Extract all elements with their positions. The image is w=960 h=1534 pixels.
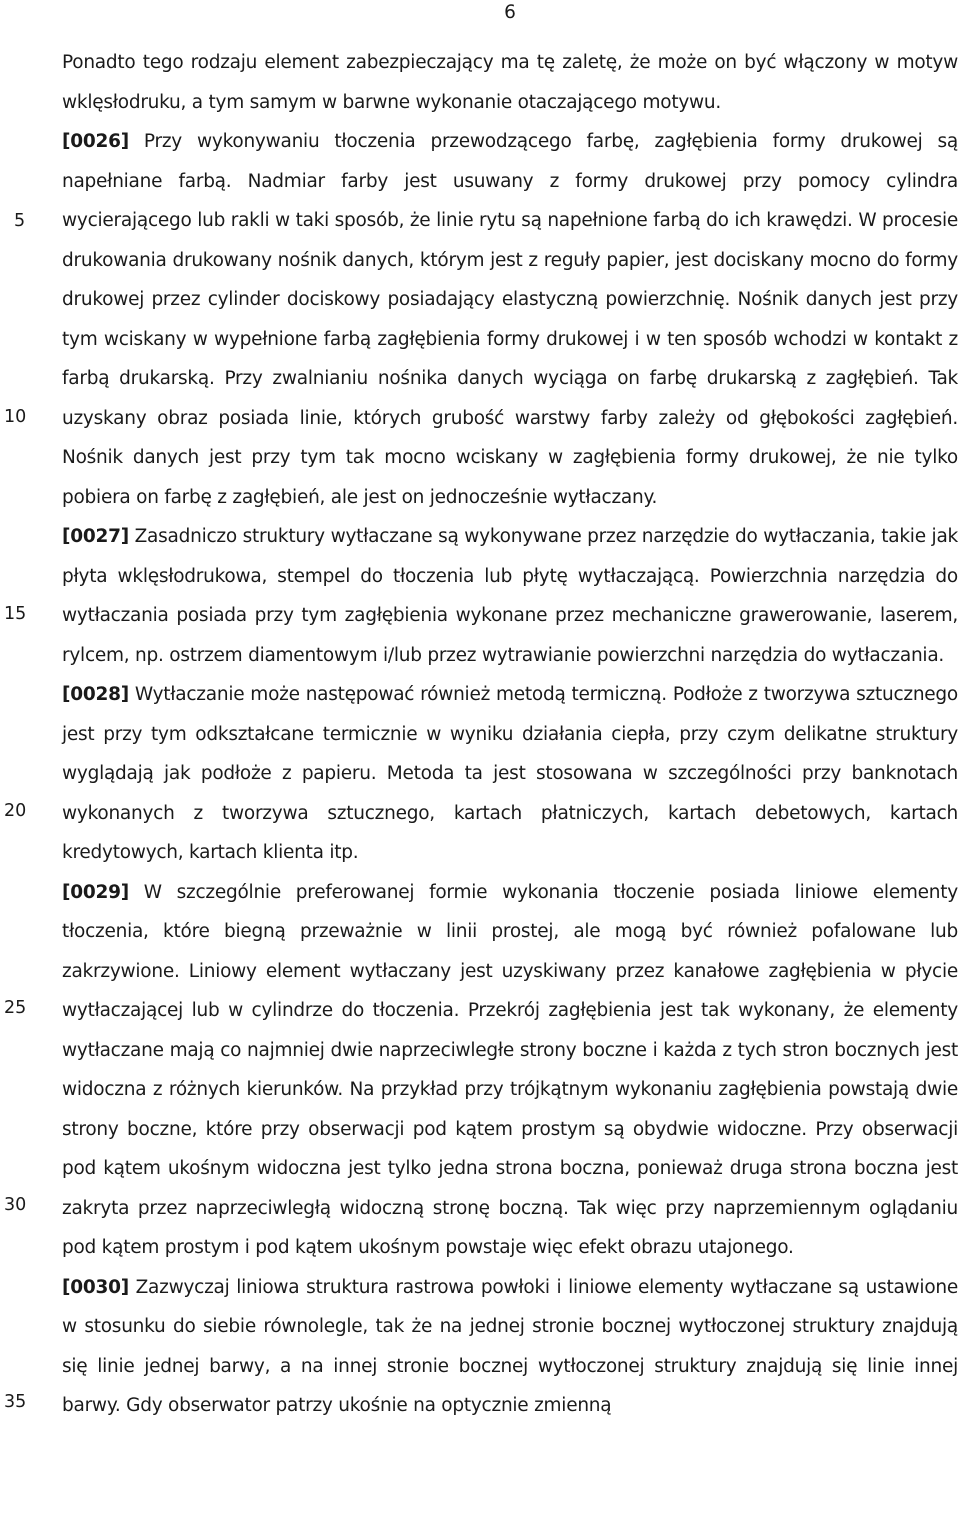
paragraph-text: Zasadniczo struktury wytłaczane są wykonywane przez narzędzie do wytłaczania, takie jak płyta wklęsłodrukowa, stempel do tłoczenia lub płytę wytłaczającą. Powierzchnia narzędzia do wytłaczania posiada przy tym zagłębienia wykonane przez mechaniczne grawerowanie, laserem, rylcem, np. ostrzem diamentowym i/lub przez wytrawianie powierzchni narzędzia do wytłaczania. [62, 526, 958, 666]
paragraph-number: [0030] [62, 1276, 129, 1298]
paragraph-number: [0029] [62, 881, 129, 903]
paragraph-number: [0028] [62, 684, 129, 705]
paragraph-text: Przy wykonywaniu tłoczenia przewodzącego farbę, zagłębienia formy drukowej są napełniane farbą. Nadmiar farby jest usuwany z formy drukowej przy pomocy cylindra wycierającego lub rakli w taki sposób, że linie rytu są napełnione farbą do ich krawędzi. W procesie drukowania drukowany nośnik danych, którym jest z reguły papier, jest dociskany mocno do formy drukowej przez cylinder dociskowy posiadający elastyczną powierzchnię. Nośnik danych jest przy tym wciskany w wypełnione farbą zagłębienia formy drukowej i w ten sposób wchodzi w kontakt z farbą drukarską. Przy zwalnianiu nośnika danych wyciąga on farbę drukarską z zagłębień. Tak uzyskany obraz posiada linie, których grubość warstwy farby zależy od głębokości zagłębień. Nośnik danych jest przy tym tak mocno wciskany w zagłębienia formy drukowej, że nie tylko pobiera on farbę z zagłębień, ale jest on jednocześnie wytłaczany. [62, 131, 958, 508]
paragraph-text: Zazwyczaj liniowa struktura rastrowa powłoki i liniowe elementy wytłaczane są ustawione w stosunku do siebie równolegle, tak że na jednej stronie bocznej wytłoczonej struktury znajdują się linie jednej barwy, a na innej stronie bocznej wytłoczonej struktury znajdują się linie innej barwy. Gdy obserwator patrzy ukośnie na optycznie zmienną [62, 1276, 958, 1416]
line-number-10: 10 [4, 407, 27, 427]
paragraph-text: W szczególnie preferowanej formie wykonania tłoczenie posiada liniowe elementy tłoczenia, które biegną przeważnie w linii prostej, ale mogą być również pofalowane lub zakrzywione. Liniowy element wytłaczany jest uzyskiwany przez kanałowe zagłębienia w płycie wytłaczającej lub w cylindrze do tłoczenia. Przekrój zagłębienia jest tak wykonany, że elementy wytłaczane mają co najmniej dwie naprzeciwległe strony boczne i każda z tych stron bocznych jest widoczna z różnych kierunków. Na przykład przy trójkątnym wykonaniu zagłębienia powstają dwie strony boczne, które przy obserwacji pod kątem prostym są obydwie widoczne. Przy obserwacji pod kątem ukośnym widoczna jest tylko jedna strona boczna, ponieważ druga strona boczna jest zakryta przez naprzeciwległą widoczną stronę boczną. Tak więc przy naprzemiennym oglądaniu pod kątem prostym i pod kątem ukośnym powstaje więc efekt obrazu utajonego. [62, 881, 958, 1258]
paragraph-text: Ponadto tego rodzaju element zabezpieczający ma tę zaletę, że może on być włączony w motyw wklęsłodruku, a tym samym w barwne wykonanie otaczającego motywu. [62, 52, 958, 113]
line-number-35: 35 [4, 1392, 27, 1412]
paragraph-0028 [62, 675, 958, 873]
paragraph-text: Wytłaczanie może następować również metodą termiczną. Podłoże z tworzywa sztucznego jest przy tym odkształcane termicznie w wyniku działania ciepła, przy czym delikatne struktury wyglądają jak podłoże z papieru. Metoda ta jest stosowana w szczególności przy banknotach wykonanych z tworzywa sztucznego, kartach płatniczych, kartach debetowych, kartach kredytowych, kartach klienta itp. [62, 684, 958, 863]
line-number-30: 30 [4, 1195, 27, 1215]
paragraph-number: [0027] [62, 526, 129, 547]
line-number-5: 5 [14, 211, 26, 231]
paragraph-0029 [62, 873, 958, 1268]
line-number-25: 25 [4, 998, 27, 1018]
line-number-15: 15 [4, 604, 27, 624]
document-body [62, 43, 958, 1426]
paragraph-number: [0026] [62, 131, 129, 152]
paragraph-0026 [62, 122, 958, 517]
paragraph-intro [62, 43, 958, 122]
paragraph-0030 [62, 1268, 958, 1426]
line-number-margin [0, 0, 40, 1534]
paragraph-0027 [62, 517, 958, 675]
line-number-20: 20 [4, 801, 27, 821]
page-number: 6 [504, 2, 516, 23]
